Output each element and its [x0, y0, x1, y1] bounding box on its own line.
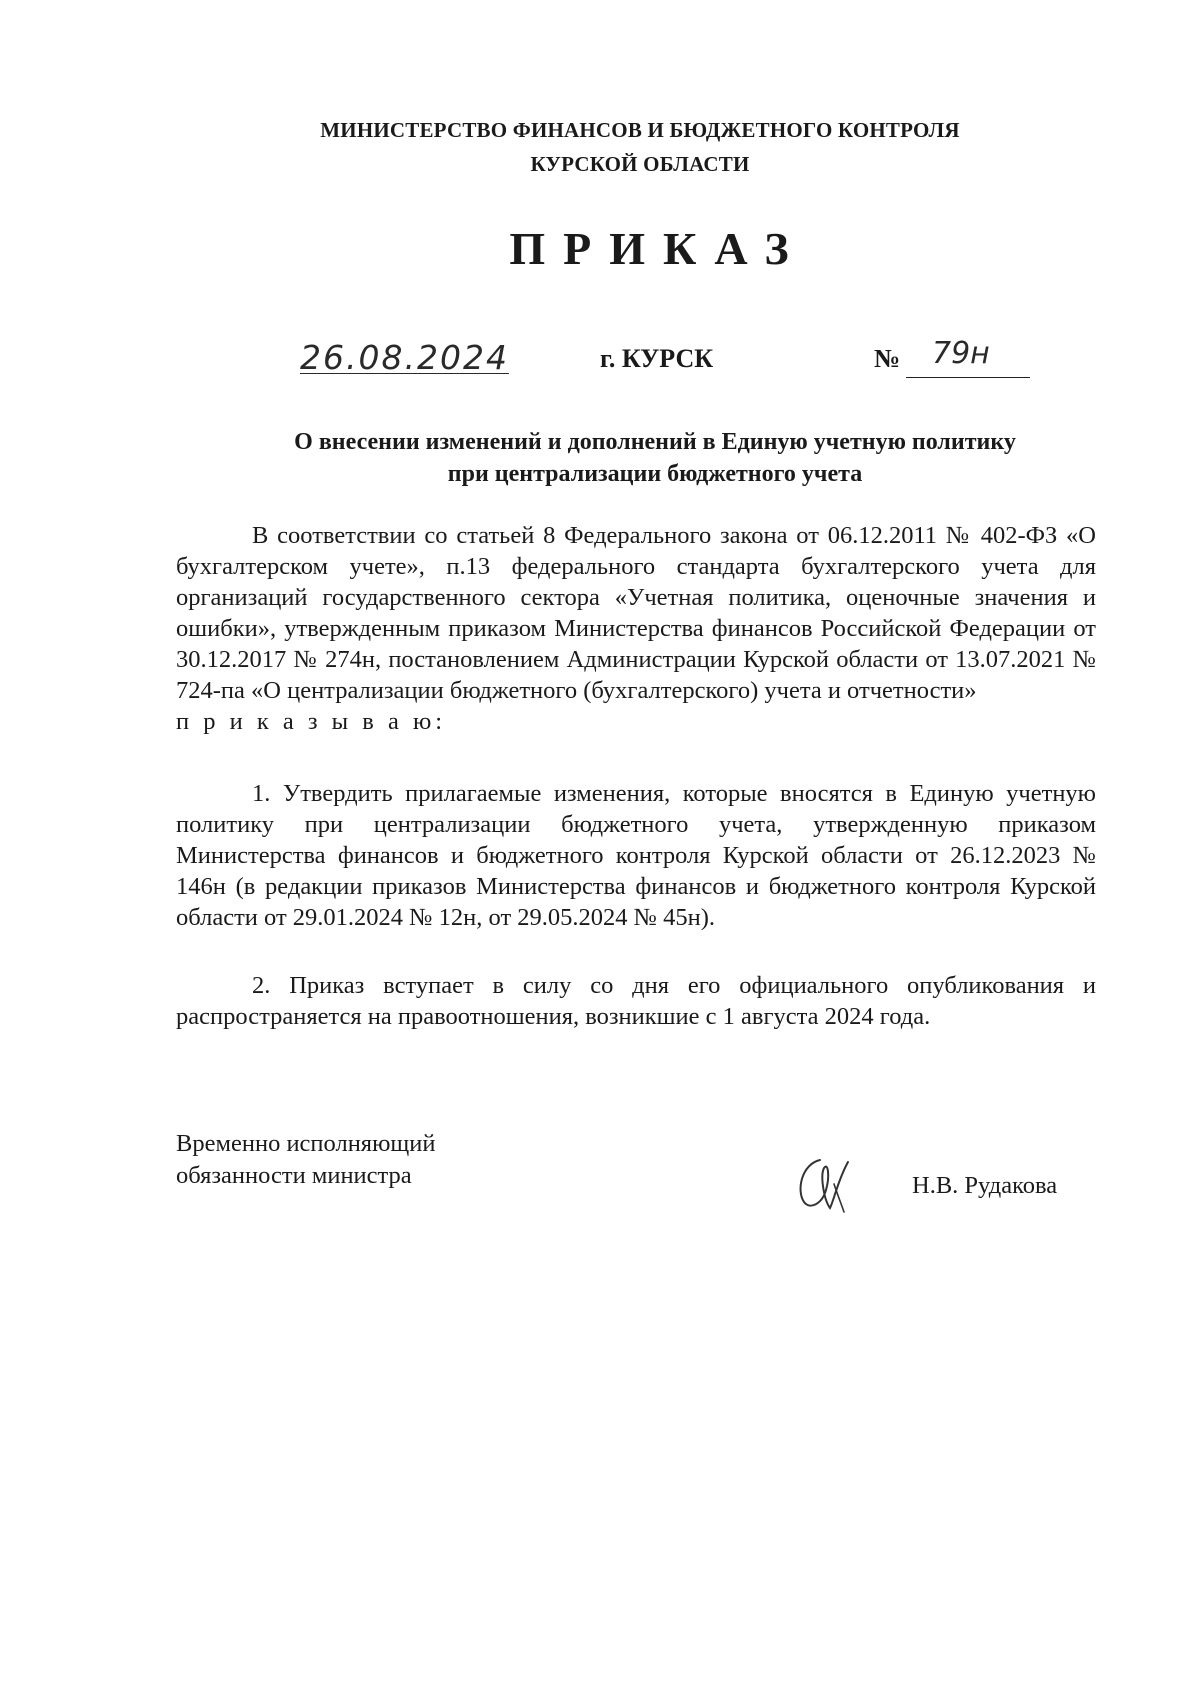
signer-position	[176, 1128, 435, 1192]
preamble-block	[176, 520, 1096, 737]
order-city: г. КУРСК	[600, 344, 714, 373]
order-item-2	[176, 970, 1096, 1032]
order-word: п р и к а з ы в а ю:	[176, 708, 447, 735]
order-item-1	[176, 778, 1096, 933]
order-subject	[200, 426, 1110, 490]
handwritten-signature-icon	[790, 1150, 860, 1220]
subject-line1: О внесении изменений и дополнений в Единую учетную политику	[294, 429, 1016, 455]
item-2-text: 2. Приказ вступает в силу со дня его официального опубликования и распространяется на правоотношения, возникшие с 1 августа 2024 года.	[176, 972, 1096, 1030]
order-number-label: №	[874, 344, 901, 373]
signer-position-line2: обязанности министра	[176, 1162, 412, 1189]
signer-name: Н.В. Рудакова	[912, 1172, 1058, 1199]
order-number: 79н	[906, 336, 1030, 378]
document-title: ПРИКАЗ	[509, 223, 807, 274]
signer-position-line1: Временно исполняющий	[176, 1130, 436, 1157]
ministry-name-line1: МИНИСТЕРСТВО ФИНАНСОВ И БЮДЖЕТНОГО КОНТРОЛЯ	[320, 118, 960, 142]
subject-line2: при централизации бюджетного учета	[447, 461, 863, 487]
ministry-name-line2: КУРСКОЙ ОБЛАСТИ	[530, 152, 750, 176]
item-1-text: 1. Утвердить прилагаемые изменения, которые вносятся в Единую учетную политику при централизации бюджетного учета, утвержденную приказом Министерства финансов и бюджетного контроля Курской области от 26.12.2023 № 146н (в редакции приказов Министерства финансов и бюджетного контроля Курской области от 29.01.2024 № 12н, от 29.05.2024 № 45н).	[176, 780, 1096, 931]
order-date: 26.08.2024	[300, 338, 509, 377]
preamble-paragraph: В соответствии со статьей 8 Федерального закона от 06.12.2011 № 402-ФЗ «О бухгалтерском учете», п.13 федерального стандарта бухгалтерского учета для организаций государственного сектора «Учетная политика, оценочные значения и ошибки», утвержденным приказом Министерства финансов Российской Федерации от 30.12.2017 № 274н, постановлением Администрации Курской области от 13.07.2021 № 724-па «О централизации бюджетного (бухгалтерского) учета и отчетности»	[176, 522, 1096, 704]
